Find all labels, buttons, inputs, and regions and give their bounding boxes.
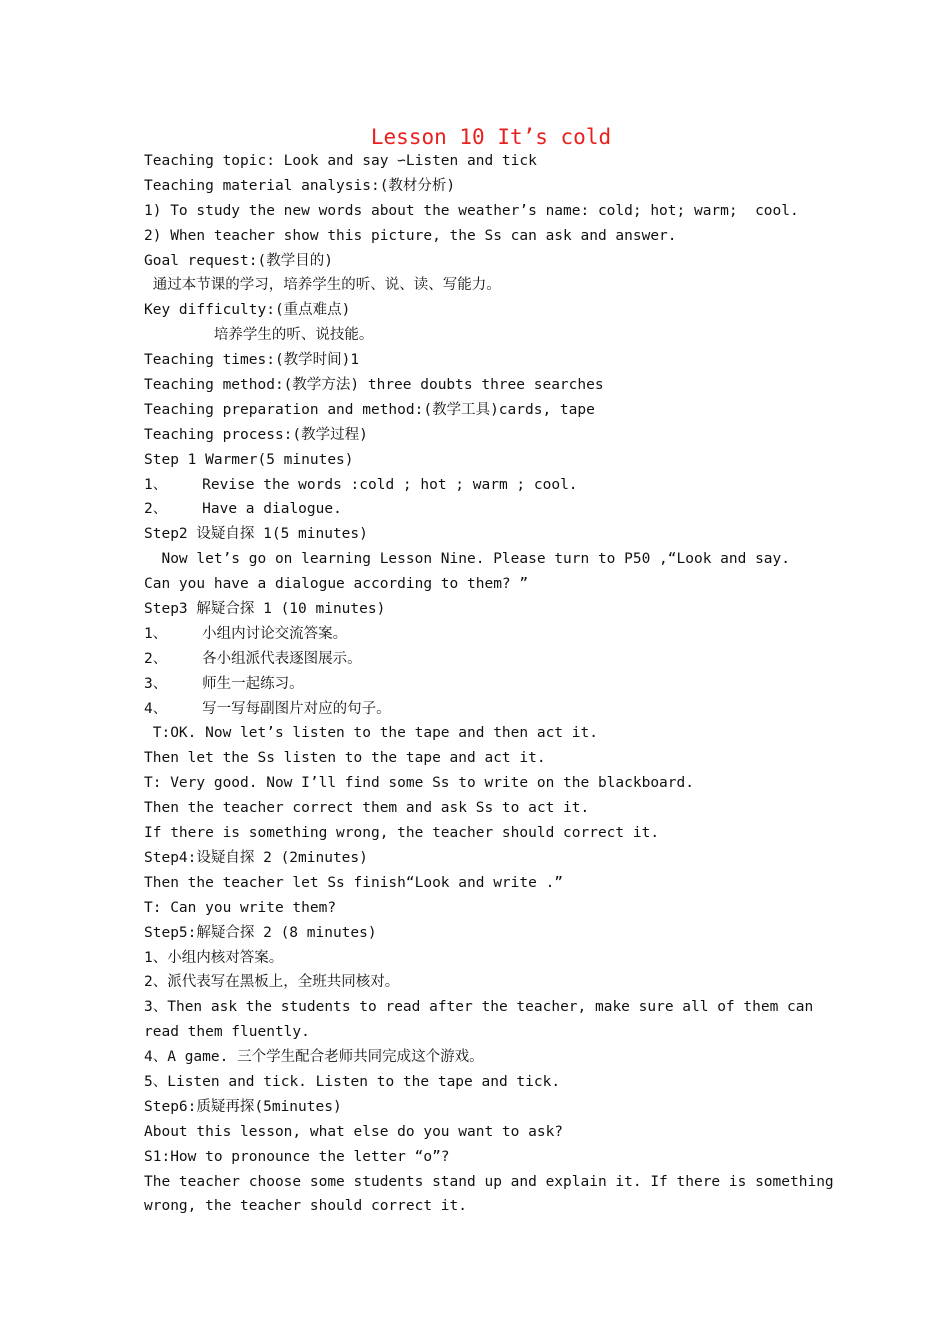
lesson-title: Lesson 10 It’s cold [370, 125, 612, 149]
text-line: 4、A game. 三个学生配合老师共同完成这个游戏。 [144, 1049, 484, 1066]
text-line: Teaching method:(教学方法) three doubts three searches [144, 377, 604, 394]
text-line: Step3 解疑合探 1 (10 minutes) [144, 601, 386, 618]
text-line: Teaching topic: Look and say ∽Listen and tick [144, 153, 537, 169]
text-line: If there is something wrong, the teacher should correct it. [144, 825, 660, 842]
text-line: Step4:设疑自探 2 (2minutes) [144, 849, 368, 866]
text-line: 4、 写一写每副图片对应的句子。 [144, 700, 391, 717]
text-line: 1) To study the new words about the weather’s name: cold; hot; warm; cool. [144, 202, 799, 219]
text-line: Teaching times:(教学时间)1 [144, 352, 360, 369]
text-line: 1、小组内核对答案。 [144, 949, 284, 966]
text-line: Step2 设疑自探 1(5 minutes) [144, 526, 368, 543]
text-line: 5、Listen and tick. Listen to the tape and tick. [144, 1073, 561, 1090]
text-line: 3、 师生一起练习。 [144, 675, 304, 692]
text-line: T:OK. Now let’s listen to the tape and then act it. [144, 725, 598, 742]
text-line: 1、 小组内讨论交流答案。 [144, 625, 348, 642]
text-line: Key difficulty:(重点难点) [144, 302, 351, 319]
text-line: 培养学生的听、说技能。 [144, 327, 374, 344]
text-line: read them fluently. [144, 1024, 310, 1041]
text-line: 1、 Revise the words :cold ; hot ; warm ; cool. [144, 476, 578, 493]
text-line: Teaching process:(教学过程) [144, 426, 368, 443]
text-line: The teacher choose some students stand up and explain it. If there is something [144, 1173, 834, 1190]
text-line: Teaching preparation and method:(教学工具)cards, tape [144, 401, 595, 418]
text-line: Can you have a dialogue according to them? ” [144, 576, 529, 593]
text-line: Step 1 Warmer(5 minutes) [144, 451, 354, 468]
text-line: 2、派代表写在黑板上，全班共同核对。 [144, 974, 400, 991]
text-line: Now let’s go on learning Lesson Nine. Please turn to P50 ,“Look and say. [144, 551, 791, 568]
text-line: 3、Then ask the students to read after the teacher, make sure all of them can [144, 999, 814, 1016]
text-line: Then let the Ss listen to the tape and act it. [144, 750, 546, 767]
text-line: Then the teacher let Ss finish“Look and write .” [144, 874, 564, 891]
text-line: 2、 Have a dialogue. [144, 501, 342, 518]
text-line: Step5:解疑合探 2 (8 minutes) [144, 924, 377, 941]
text-line: T: Can you write them? [144, 899, 337, 916]
text-line: 通过本节课的学习，培养学生的听、说、读、写能力。 [144, 277, 501, 294]
text-line: wrong, the teacher should correct it. [144, 1198, 468, 1215]
text-line: Goal request:(教学目的) [144, 252, 333, 269]
text-line: Step6:质疑再探(5minutes) [144, 1098, 342, 1115]
text-line: T: Very good. Now I’ll find some Ss to write on the blackboard. [144, 775, 694, 792]
text-line: Teaching material analysis:(教材分析) [144, 177, 456, 194]
text-line: Then the teacher correct them and ask Ss to act it. [144, 800, 590, 817]
text-line: About this lesson, what else do you want to ask? [144, 1123, 564, 1140]
text-line: 2、 各小组派代表逐图展示。 [144, 650, 362, 667]
lesson-plan-body [144, 149, 834, 1219]
text-line: S1:How to pronounce the letter “o”? [144, 1148, 450, 1165]
text-line: 2) When teacher show this picture, the Ss can ask and answer. [144, 227, 677, 244]
